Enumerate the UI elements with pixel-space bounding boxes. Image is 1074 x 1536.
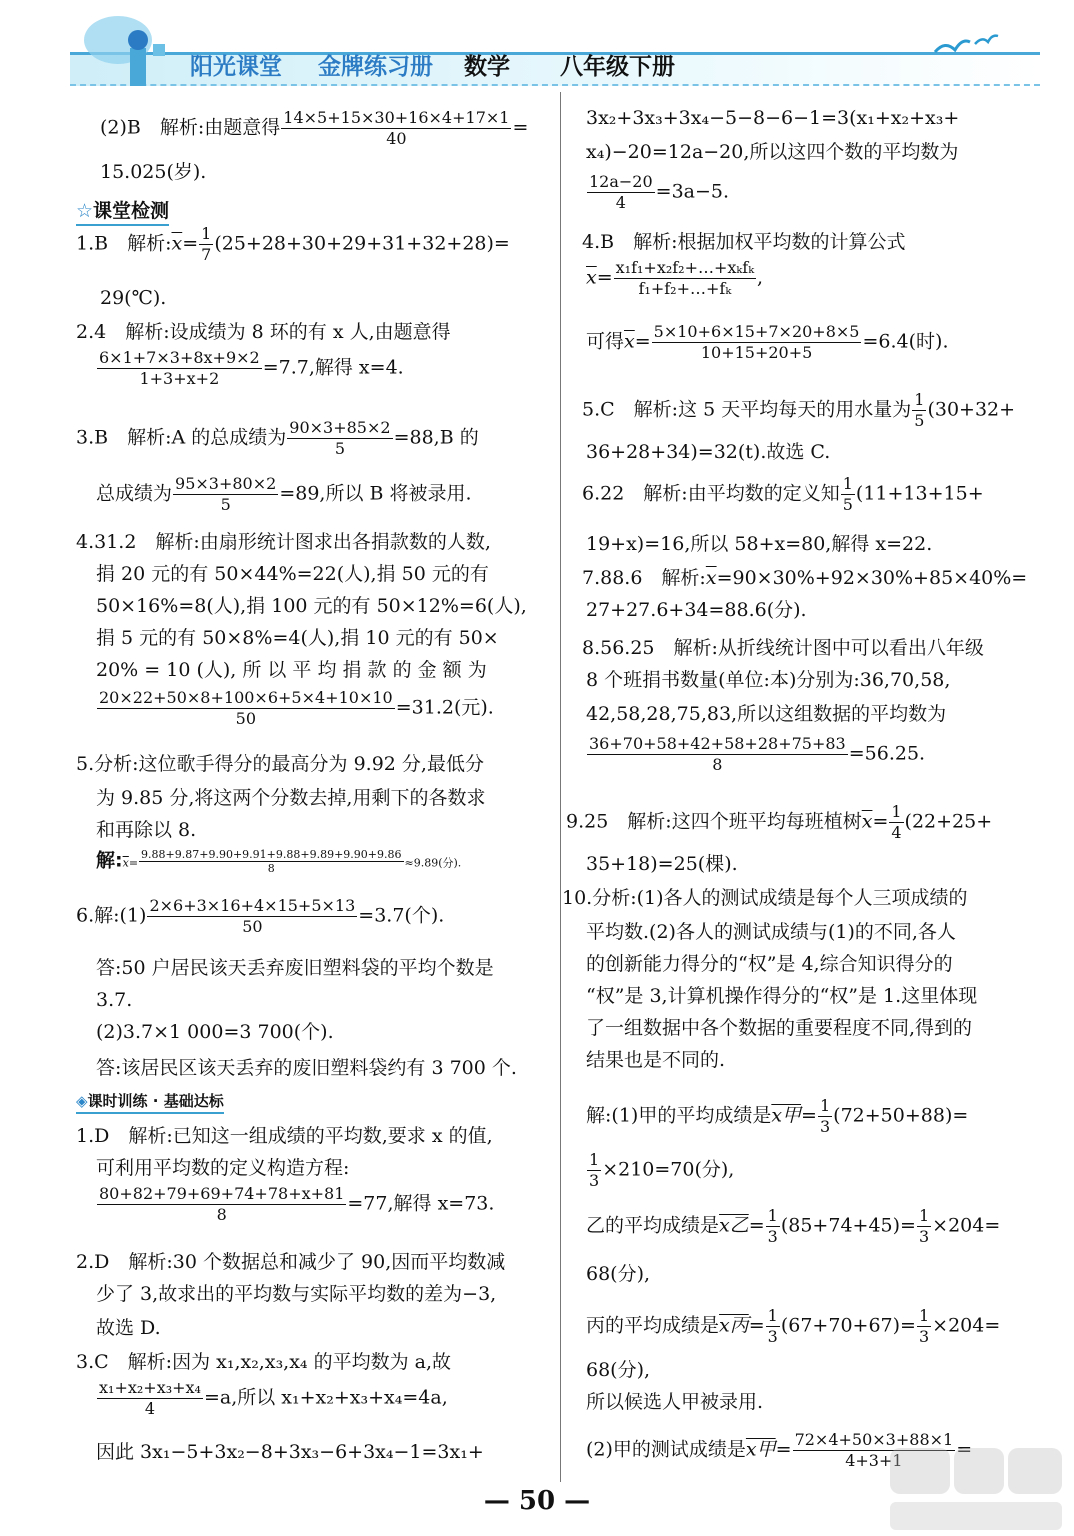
fraction [766,1306,780,1347]
text: ≈9.89(分). [404,856,462,870]
answer-line: 36+28+34)=32(t).故选 C. [586,441,831,463]
answer-line: 答:该居民区该天丢弃的废旧塑料袋约有 3 700 个. [96,1057,517,1079]
section-title-text: 课堂检测 [93,200,170,222]
column-divider [560,92,561,1482]
numerator: x₁f₁+x₂f₂+…+xₖfₖ [615,258,755,277]
text: 解:(1)甲的平均成绩是 [586,1104,772,1127]
denominator: 1+3+x+2 [139,369,220,388]
answer-line: 4.31.2 解析:由扇形统计图求出各捐款数的人数, [76,531,491,553]
text: = [775,1438,792,1461]
numerator: 1 [918,1306,930,1325]
text: = [182,232,199,255]
answer-line: 4.B 解析:根据加权平均数的计算公式 [582,231,906,253]
text: =56.25. [848,742,926,765]
header-grade: 八年级下册 [560,54,675,80]
numerator: 6×1+7×3+8x+9×2 [99,348,260,367]
answer-line: 因此 3x₁−5+3x₂−8+3x₃−6+3x₄−1=3x₁+ [96,1441,484,1463]
text: (67+70+67)= [780,1314,916,1337]
answer-line [586,1206,1000,1247]
fraction [139,848,403,875]
fraction [818,1096,832,1137]
text: 5.C 解析:这 5 天平均每天的用水量为 [582,398,912,421]
denominator: 4+3+1 [845,1451,903,1470]
text: ×204= [932,1314,1001,1337]
text: 总成绩为 [96,482,173,505]
answer-line: (2)3.7×1 000=3 700(个). [96,1021,334,1043]
text: =6.4(时). [862,330,949,353]
denominator: 4 [144,1399,156,1418]
numerator: 1 [842,474,853,493]
answer-line [96,1378,448,1419]
text: =77,解得 x=73. [347,1192,495,1215]
numerator: 1 [918,1206,930,1225]
answer-line: 可得$\overline{x}=$ $\frac{5\times 10+6\times 15+7\times 20+8\times 5}{10+15+20+5}$ =6.4(时). [586,322,949,362]
numerator: 1 [589,1150,600,1169]
mean-symbol: $\overline{x}$ [861,810,873,833]
answer-line: $\overline{x}=$ $\frac{\text{x₁f₁+x₂f₂+…+xₖfₖ}}{\text{f₁+f₂+…+fₖ}}$ , [586,258,764,298]
answer-line [586,1096,968,1137]
answer-line [586,734,925,775]
star-icon: ☆ [76,200,94,222]
denominator: 7 [201,245,212,264]
fraction [766,1206,780,1247]
mean-symbol: x丙 [719,1314,749,1337]
section-title-practice [76,1090,224,1114]
denominator: 5 [842,495,853,514]
answer-line: 结果也是不同的. [586,1049,726,1071]
answer-line: 可利用平均数的定义构造方程: [96,1157,350,1179]
answer-line: 8 个班捐书数量(单位:本)分别为:36,70,58, [586,669,951,691]
text: (2)甲的测试成绩是 [586,1438,746,1461]
numerator: 1 [767,1306,778,1325]
text: ×204= [932,1214,1001,1237]
denominator: 3 [589,1171,600,1190]
header-logo-illustration [78,10,188,90]
text: 解: [96,849,123,872]
numerator: 1 [767,1206,778,1225]
answer-line: 27+27.6+34=88.6(分). [586,599,807,621]
fraction [97,1378,203,1419]
fraction [841,474,855,515]
numerator: x₁+x₂+x₃+x₄ [99,1378,201,1397]
denominator: 5 [334,439,345,458]
text: = [801,1104,817,1127]
text: = [748,1314,765,1337]
numerator: 1 [914,390,925,409]
denominator: 8 [267,862,275,875]
text: 7.88.6 解析: [582,567,706,589]
fraction [889,802,903,843]
page-header [0,0,1074,100]
numerator: 90×3+85×2 [289,418,391,437]
mean-symbol: $\overline{x}$ [122,856,129,870]
answer-line: 15.025(岁). [100,161,207,183]
text: (11+13+15+ [855,482,984,505]
text: 3.B 解析:A 的总成绩为 [76,426,287,449]
text: =31.2(元). [395,696,494,719]
denominator: 50 [242,917,263,936]
denominator: 5 [220,495,231,514]
numerator: 1 [201,224,212,243]
answer-line [100,108,528,149]
numerator: 12a−20 [589,172,653,191]
denominator: 3 [918,1327,930,1346]
text: = [872,810,889,833]
mean-symbol: $\overline{x}$ [586,266,597,289]
answer-line: 10.分析:(1)各人的测试成绩是每个人三项成绩的 [562,887,968,909]
text: (72+50+88)= [833,1104,969,1127]
numerator: 72×4+50×3+88×1 [794,1430,954,1449]
answer-line: 的创新能力得分的“权”是 4,综合知识得分的 [586,953,953,975]
answer-line: 3x₂+3x₃+3x₄−5−8−6−1=3(x₁+x₂+x₃+ [586,107,960,129]
bullet-icon: ◈ [76,1092,88,1110]
answer-line: x₄)−20=12a−20,所以这四个数的平均数为 [586,141,959,163]
section-title-classroom-check [76,196,169,226]
text: (2)B 解析:由题意得 [100,116,281,139]
fraction [97,1184,346,1225]
text: (25+28+30+29+31+32+28)= [214,232,510,255]
answer-line: 1.D 解析:已知这一组成绩的平均数,要求 x 的值, [76,1125,493,1147]
denominator: 4 [891,823,902,842]
text: (22+25+ [904,810,993,833]
mean-symbol: $\overline{x}$ [624,330,635,353]
fraction [587,734,848,775]
numerator: 1 [819,1096,831,1115]
answer-line: 3.C 解析:因为 x₁,x₂,x₃,x₄ 的平均数为 a,故 [76,1351,452,1373]
answer-line: 42,58,28,75,83,所以这组数据的平均数为 [586,703,947,725]
answer-line: 50×16%=8(人),捐 100 元的有 50×12%=6(人), [96,595,527,617]
fraction [912,390,926,431]
fraction [97,688,395,729]
denominator: f₁+f₂+…+fₖ [638,279,732,298]
answer-line: 8.56.25 解析:从折线统计图中可以看出八年级 [582,637,984,659]
answer-line: 解$:\overline{x}=$ $\frac{9.88+9.87+9.90+9.91+9.88+9.89+9.90+9.86}{8}$ ≈9.89(分). [96,848,462,875]
answer-line [582,390,1015,431]
denominator: 3 [918,1227,930,1246]
answer-line: 68(分), [586,1359,651,1381]
text: 可得 [586,330,625,353]
text: =3.7(个). [358,904,445,927]
watermark-logo [880,1440,1070,1536]
answer-line: 答:50 户居民该天丢弃废旧塑料袋的平均个数是 [96,957,494,979]
answer-line: 为 9.85 分,将这两个分数去掉,用剩下的各数求 [96,787,486,809]
numerator: 2×6+3×16+4×15+5×13 [149,896,356,915]
answer-line [96,474,472,515]
text: =89,所以 B 将被录用. [279,482,472,505]
text: =88,B 的 [393,426,479,449]
denominator: 8 [712,755,723,774]
answer-line [76,224,510,265]
answer-line: 捐 5 元的有 50×8%=4(人),捐 10 元的有 50× [96,627,499,649]
numerator: 80+82+79+69+74+78+x+81 [99,1184,345,1203]
answer-line: 少了 3,故求出的平均数与实际平均数的差为−3, [96,1283,497,1305]
fraction [147,896,357,937]
answer-line: 了一组数据中各个数据的重要程度不同,得到的 [586,1017,973,1039]
denominator: 3 [819,1117,831,1136]
answer-line: 2.4 解析:设成绩为 8 环的有 x 人,由题意得 [76,321,451,343]
answer-line [582,474,984,515]
text: = [512,116,529,139]
numerator: 20×22+50×8+100×6+5×4+10×10 [99,688,393,707]
header-book-title: 金牌练习册 [318,54,433,80]
fraction [587,1150,601,1191]
text: 6.22 解析:由平均数的定义知 [582,482,840,505]
numerator: 1 [891,802,902,821]
denominator: 10+15+20+5 [700,343,813,362]
mean-symbol: x乙 [719,1214,749,1237]
answer-line: 20% = 10 (人), 所 以 平 均 捐 款 的 金 额 为 [96,659,487,681]
answer-line: 平均数.(2)各人的测试成绩与(1)的不同,各人 [586,921,956,943]
answer-line [582,566,1027,590]
fraction [287,418,392,459]
mean-symbol: x甲 [771,1104,802,1127]
denominator: 3 [767,1227,778,1246]
answer-line: 所以候选人甲被录用. [586,1391,764,1413]
text: =3a−5. [655,180,730,203]
text: =90×30%+92×30%+85×40%= [716,567,1028,589]
numerator: 14×5+15×30+16×4+17×1 [283,108,510,127]
page-number: — 50 — [483,1486,591,1516]
answer-line: 和再除以 8. [96,819,197,841]
answer-line: 35+18)=25(棵). [586,853,738,875]
header-brand: 阳光课堂 [190,54,282,80]
text: 乙的平均成绩是 [586,1214,720,1237]
answer-line: 故选 D. [96,1317,161,1339]
answer-line: 3.7. [96,989,133,1011]
text: =a,所以 x₁+x₂+x₃+x₄=4a, [203,1386,448,1409]
text: 9.25 解析:这四个班平均每班植树 [566,810,862,833]
text: 6.解:(1) [76,904,147,927]
text: 丙的平均成绩是 [586,1314,720,1337]
fraction [652,322,862,363]
answer-line: 2.D 解析:30 个数据总和减少了 90,因而平均数减 [76,1251,506,1273]
fraction [199,224,213,265]
denominator: 4 [615,193,626,212]
text: =7.7,解得 x=4. [262,356,404,379]
answer-line: 19+x)=16,所以 58+x=80,解得 x=22. [586,533,933,555]
text: , [757,266,764,289]
text: (85+74+45)= [780,1214,916,1237]
answer-line [566,802,992,843]
denominator: 40 [386,129,407,148]
fraction [587,172,655,213]
answer-line [96,688,494,729]
denominator: 8 [216,1205,227,1224]
fraction [917,1306,931,1347]
mean-symbol: $\overline{x}$ [705,567,717,589]
fraction [173,474,278,515]
text: = [748,1214,765,1237]
denominator: 3 [767,1327,778,1346]
answer-line: 29(℃). [100,287,167,309]
denominator: 50 [235,709,257,728]
text: 1.B 解析: [76,232,172,255]
header-subject: 数学 [464,54,510,80]
text: = [956,1438,973,1461]
numerator: 5×10+6×15+7×20+8×5 [653,322,860,341]
text: ×210=70(分), [602,1158,735,1181]
answer-line [586,1306,1000,1347]
answer-line [96,348,404,389]
answer-line [586,1150,734,1191]
denominator: 5 [914,411,925,430]
answer-line [586,172,729,213]
text: (30+32+ [927,398,1016,421]
birds-icon [930,30,1000,60]
answer-line: 5.分析:这位歌手得分的最高分为 9.92 分,最低分 [76,753,484,775]
numerator: 9.88+9.87+9.90+9.91+9.88+9.89+9.90+9.86 [141,848,402,861]
numerator: 95×3+80×2 [175,474,277,493]
fraction [614,258,756,299]
mean-symbol: x甲 [745,1438,776,1461]
fraction [281,108,511,149]
answer-line [76,418,479,459]
numerator: 36+70+58+42+58+28+75+83 [589,734,846,753]
answer-line: 68(分), [586,1263,651,1285]
answer-line: 捐 20 元的有 50×44%=22(人),捐 50 元的有 [96,563,489,585]
mean-symbol: $\overline{x}$ [171,232,183,255]
answer-line [96,1184,494,1225]
answer-line [76,896,444,937]
fraction [917,1206,931,1247]
section-title-text: 课时训练 · 基础达标 [87,1092,224,1110]
answer-line: “权”是 3,计算机操作得分的“权”是 1.这里体现 [586,985,978,1007]
fraction [97,348,262,389]
